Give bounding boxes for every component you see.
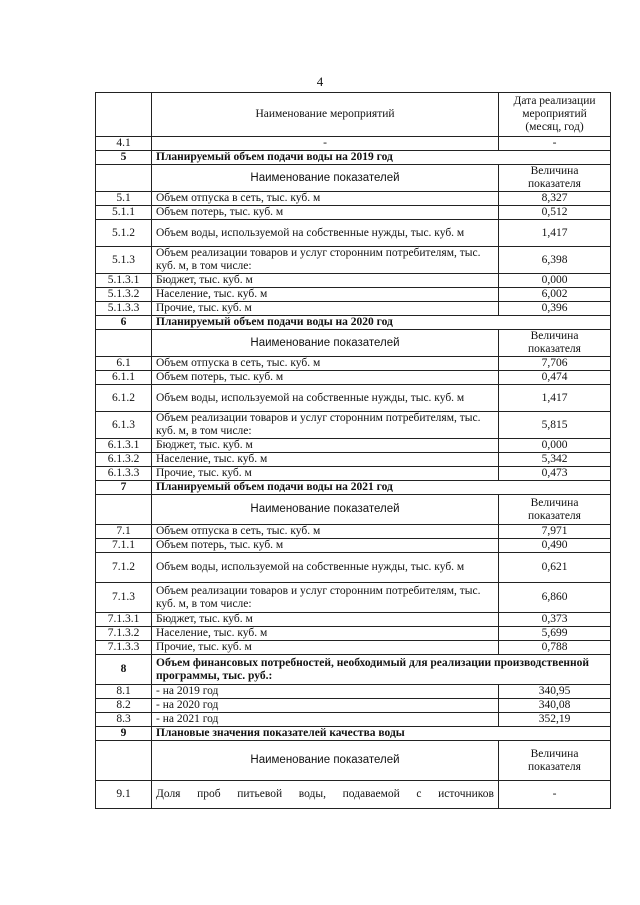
row-value: - <box>499 137 611 151</box>
row-name: Объем потерь, тыс. куб. м <box>152 206 499 220</box>
row-name: Прочие, тыс. куб. м <box>152 467 499 481</box>
table-row <box>96 302 611 316</box>
row-number: 5.1.3.3 <box>96 302 152 316</box>
table-row <box>96 206 611 220</box>
row-number: 5.1.3.2 <box>96 288 152 302</box>
table-row <box>96 288 611 302</box>
indicator-header-value: Величина показателя <box>499 741 611 781</box>
table-row <box>96 583 611 613</box>
row-value: 0,000 <box>499 274 611 288</box>
row-number: 7.1.3.3 <box>96 641 152 655</box>
row-value: 0,512 <box>499 206 611 220</box>
section-title: Плановые значения показателей качества воды <box>152 727 611 741</box>
row-name: Объем воды, используемой на собственные нужды, тыс. куб. м <box>152 220 499 247</box>
row-name: Население, тыс. куб. м <box>152 453 499 467</box>
row-name: Прочие, тыс. куб. м <box>152 302 499 316</box>
row-name: Объем воды, используемой на собственные нужды, тыс. куб. м <box>152 553 499 583</box>
row-name: Объем реализации товаров и услуг сторонним потребителям, тыс. куб. м, в том числе: <box>152 412 499 439</box>
indicator-header-row <box>96 165 611 192</box>
table-row <box>96 371 611 385</box>
row-value: 7,706 <box>499 357 611 371</box>
table-row <box>96 553 611 583</box>
row-number: 6.1.3.2 <box>96 453 152 467</box>
row-number: 8.1 <box>96 685 152 699</box>
page-number: 4 <box>316 74 324 89</box>
row-name: Бюджет, тыс. куб. м <box>152 439 499 453</box>
row-value: 1,417 <box>499 385 611 412</box>
table-row <box>96 412 611 439</box>
row-name: - на 2019 год <box>152 685 499 699</box>
row-value: 5,699 <box>499 627 611 641</box>
header-name-cell: Наименование мероприятий <box>152 93 499 137</box>
table-row <box>96 781 611 809</box>
table-row <box>96 699 611 713</box>
row-name: Объем потерь, тыс. куб. м <box>152 371 499 385</box>
row-name: Объем реализации товаров и услуг сторонним потребителям, тыс. куб. м, в том числе: <box>152 583 499 613</box>
table-row <box>96 274 611 288</box>
section-number: 9 <box>96 727 152 741</box>
section-row <box>96 481 611 495</box>
row-name: - на 2020 год <box>152 699 499 713</box>
table-row <box>96 439 611 453</box>
row-value: 340,95 <box>499 685 611 699</box>
indicator-header-value: Величина показателя <box>499 330 611 357</box>
table-row <box>96 247 611 274</box>
section-number: 6 <box>96 316 152 330</box>
row-number: 7.1.3 <box>96 583 152 613</box>
table-header-row <box>96 93 611 137</box>
row-number: 9.1 <box>96 781 152 809</box>
row-value: 0,490 <box>499 539 611 553</box>
section-title: Планируемый объем подачи воды на 2021 год <box>152 481 611 495</box>
row-value: 7,971 <box>499 525 611 539</box>
table-row <box>96 192 611 206</box>
indicator-header-row <box>96 741 611 781</box>
section-number: 7 <box>96 481 152 495</box>
row-number: 6.1.3 <box>96 412 152 439</box>
header-num-cell <box>96 93 152 137</box>
section-number: 8 <box>96 655 152 685</box>
indicator-header-value: Величина показателя <box>499 165 611 192</box>
row-value: 340,08 <box>499 699 611 713</box>
row-value: 0,000 <box>499 439 611 453</box>
row-name: Бюджет, тыс. куб. м <box>152 613 499 627</box>
row-value: 0,621 <box>499 553 611 583</box>
row-value: 0,396 <box>499 302 611 316</box>
row-name: Прочие, тыс. куб. м <box>152 641 499 655</box>
row-value: 352,19 <box>499 713 611 727</box>
header-date-cell: Дата реализации мероприятий (месяц, год) <box>499 93 611 137</box>
row-number: 5.1.3.1 <box>96 274 152 288</box>
row-name: - на 2021 год <box>152 713 499 727</box>
row-number: 5.1.2 <box>96 220 152 247</box>
indicator-header-name: Наименование показателей <box>152 165 499 192</box>
indicator-header-num <box>96 495 152 525</box>
section-row <box>96 151 611 165</box>
row-number: 6.1.2 <box>96 385 152 412</box>
indicator-header-num <box>96 330 152 357</box>
table-row <box>96 357 611 371</box>
table-row <box>96 713 611 727</box>
indicator-header-value: Величина показателя <box>499 495 611 525</box>
table-row <box>96 613 611 627</box>
row-value: 1,417 <box>499 220 611 247</box>
indicator-header-name: Наименование показателей <box>152 741 499 781</box>
row-name: Объем отпуска в сеть, тыс. куб. м <box>152 357 499 371</box>
table-row <box>96 453 611 467</box>
section-title: Планируемый объем подачи воды на 2020 год <box>152 316 611 330</box>
row-value: 6,398 <box>499 247 611 274</box>
row-name: Объем отпуска в сеть, тыс. куб. м <box>152 192 499 206</box>
row-value: 0,373 <box>499 613 611 627</box>
row-value: 0,474 <box>499 371 611 385</box>
row-number: 6.1 <box>96 357 152 371</box>
indicator-header-name: Наименование показателей <box>152 330 499 357</box>
row-number: 6.1.1 <box>96 371 152 385</box>
table-row <box>96 385 611 412</box>
section-title: Объем финансовых потребностей, необходимый для реализации производственной программы, тыс. руб.: <box>152 655 611 685</box>
row-value: 6,002 <box>499 288 611 302</box>
row-value: 5,342 <box>499 453 611 467</box>
row-number: 7.1.3.1 <box>96 613 152 627</box>
row-name: Население, тыс. куб. м <box>152 627 499 641</box>
row-value: 0,473 <box>499 467 611 481</box>
row-number: 6.1.3.1 <box>96 439 152 453</box>
section-number: 5 <box>96 151 152 165</box>
row-number: 5.1.3 <box>96 247 152 274</box>
row-name: Объем отпуска в сеть, тыс. куб. м <box>152 525 499 539</box>
row-number: 8.3 <box>96 713 152 727</box>
indicator-header-num <box>96 165 152 192</box>
section-row <box>96 316 611 330</box>
table-row <box>96 220 611 247</box>
table-row <box>96 685 611 699</box>
row-number: 5.1.1 <box>96 206 152 220</box>
table-row <box>96 627 611 641</box>
row-name: - <box>152 137 499 151</box>
row-name: Бюджет, тыс. куб. м <box>152 274 499 288</box>
indicator-header-row <box>96 495 611 525</box>
row-number: 7.1.3.2 <box>96 627 152 641</box>
row-number: 5.1 <box>96 192 152 206</box>
section-row <box>96 727 611 741</box>
row-value: 0,788 <box>499 641 611 655</box>
row-number: 7.1.1 <box>96 539 152 553</box>
indicator-header-row <box>96 330 611 357</box>
row-number: 6.1.3.3 <box>96 467 152 481</box>
row-value: 5,815 <box>499 412 611 439</box>
table-row <box>96 137 611 151</box>
row-value: 8,327 <box>499 192 611 206</box>
row-number: 4.1 <box>96 137 152 151</box>
row-name: Население, тыс. куб. м <box>152 288 499 302</box>
table-row <box>96 467 611 481</box>
section-row <box>96 655 611 685</box>
row-name: Доля проб питьевой воды, подаваемой с источников <box>152 781 499 809</box>
row-number: 7.1.2 <box>96 553 152 583</box>
row-number: 7.1 <box>96 525 152 539</box>
section-title: Планируемый объем подачи воды на 2019 год <box>152 151 611 165</box>
indicator-header-num <box>96 741 152 781</box>
table-row <box>96 539 611 553</box>
indicator-header-name: Наименование показателей <box>152 495 499 525</box>
row-value: - <box>499 781 611 809</box>
table-row <box>96 525 611 539</box>
program-table <box>95 92 611 809</box>
row-name: Объем потерь, тыс. куб. м <box>152 539 499 553</box>
table-row <box>96 641 611 655</box>
row-name: Объем реализации товаров и услуг сторонним потребителям, тыс. куб. м, в том числе: <box>152 247 499 274</box>
row-value: 6,860 <box>499 583 611 613</box>
row-name: Объем воды, используемой на собственные нужды, тыс. куб. м <box>152 385 499 412</box>
row-number: 8.2 <box>96 699 152 713</box>
